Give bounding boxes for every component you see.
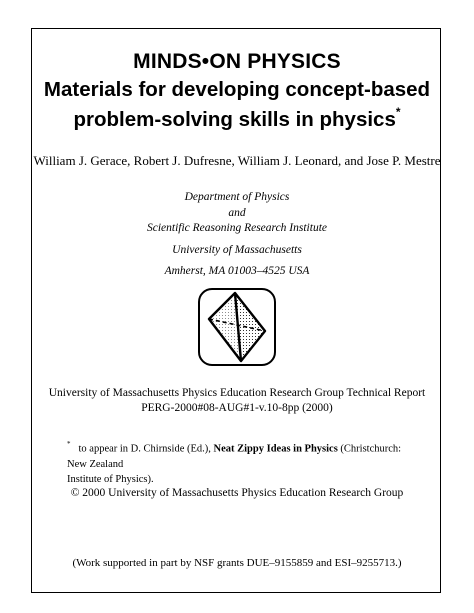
author-list: William J. Gerace, Robert J. Dufresne, William J. Leonard, and Jose P. Mestre xyxy=(33,153,441,168)
subtitle-line-2 xyxy=(0,102,474,132)
footnote-line-1 xyxy=(67,438,417,472)
footnote xyxy=(67,438,417,487)
report-line-2: PERG-2000#08-AUG#1-v.10-8pp (2000) xyxy=(141,402,333,414)
footnote-book-title: Neat Zippy Ideas in Physics xyxy=(213,443,338,455)
affiliation-address: Amherst, MA 01003–4525 USA xyxy=(164,265,310,277)
tetrahedron-logo-icon xyxy=(197,287,277,367)
document-subtitle xyxy=(0,77,474,132)
document-title: MINDS•ON PHYSICS xyxy=(133,50,341,73)
affiliation-and: and xyxy=(228,206,246,219)
subtitle-line-1: Materials for developing concept-based xyxy=(43,78,431,101)
footnote-suffix-1: (Christchurch: New Zealand xyxy=(67,443,402,470)
copyright-notice: © 2000 University of Massachusetts Physics Education Research Group xyxy=(70,487,404,499)
footnote-mark: * xyxy=(67,440,71,448)
subtitle-footnote-mark: * xyxy=(395,105,401,119)
affiliation-block xyxy=(0,190,474,280)
technical-report-info xyxy=(0,386,474,416)
report-line-1: University of Massachusetts Physics Education Research Group Technical Report xyxy=(48,387,426,399)
affiliation-university: University of Massachusetts xyxy=(172,243,302,256)
footnote-line-2: Institute of Physics). xyxy=(67,473,154,485)
funding-note: (Work supported in part by NSF grants DUE–9155859 and ESI–9255713.) xyxy=(72,557,402,569)
subtitle-line-2-text: problem-solving skills in physics xyxy=(73,107,396,131)
affiliation-institute: Scientific Reasoning Research Institute xyxy=(146,222,327,234)
footnote-prefix: to appear in D. Chirnside (Ed.), xyxy=(78,443,214,455)
affiliation-dept: Department of Physics xyxy=(184,191,290,203)
